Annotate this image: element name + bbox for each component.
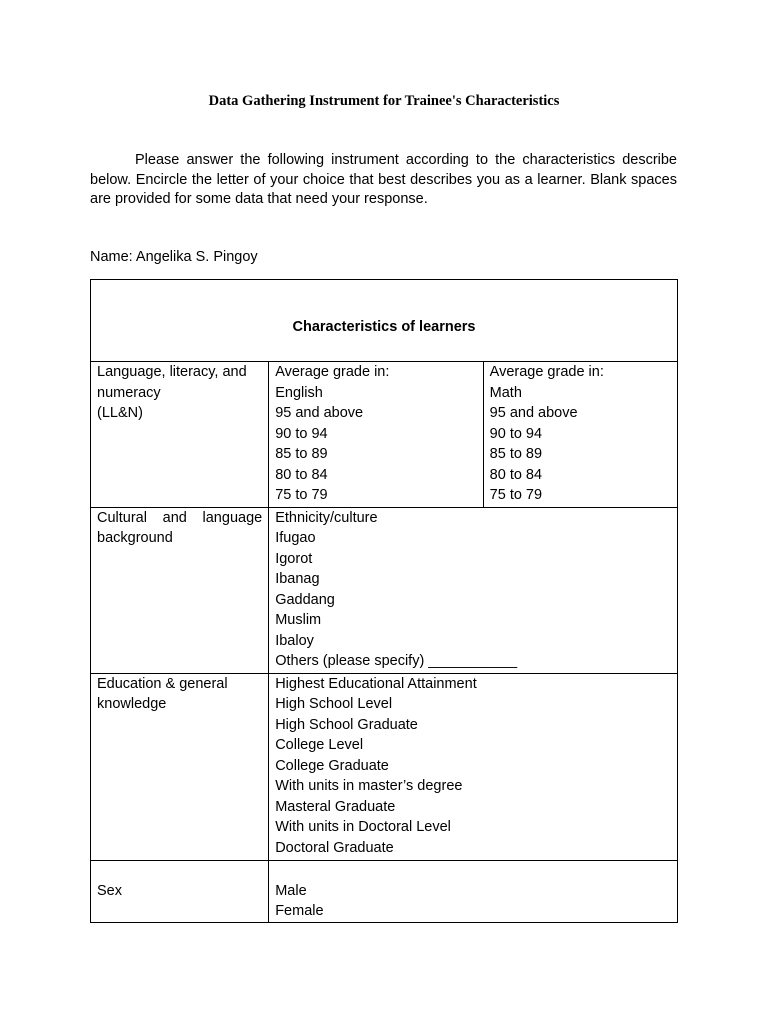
math-option[interactable]: 95 and above xyxy=(489,405,578,421)
document-title: Data Gathering Instrument for Trainee's Characteristics xyxy=(208,93,560,109)
math-option[interactable]: 90 to 94 xyxy=(489,425,543,442)
education-option[interactable]: College Level xyxy=(275,737,364,754)
english-grade-options xyxy=(269,362,483,508)
english-option[interactable]: 75 to 79 xyxy=(275,487,328,503)
english-option[interactable]: 90 to 94 xyxy=(275,425,328,442)
education-label-line: knowledge xyxy=(97,696,167,713)
math-option[interactable]: 85 to 89 xyxy=(489,446,543,462)
english-subject: English xyxy=(275,384,323,401)
education-option[interactable]: High School Graduate xyxy=(275,716,418,733)
math-grade-options xyxy=(483,362,677,508)
sex-options xyxy=(269,860,678,922)
instructions-paragraph: Please answer the following instrument according to the characteristics describe below. Encircle the letter of your choice that best describes you as a learner. Blank spaces are provided for some data that need your response. xyxy=(90,152,677,207)
culture-option-others[interactable]: Others (please specify) ___________ xyxy=(275,653,518,670)
culture-option[interactable]: Ibaloy xyxy=(275,632,314,649)
math-heading: Average grade in: xyxy=(489,364,604,380)
math-subject: Math xyxy=(489,384,522,401)
table-row-llp xyxy=(91,362,678,508)
llp-label-line: numeracy xyxy=(97,384,161,401)
education-label-line: Education & general xyxy=(97,675,228,692)
table-header: Characteristics of learners xyxy=(91,280,678,362)
education-option[interactable]: Masteral Graduate xyxy=(275,798,396,815)
education-option[interactable]: Doctoral Graduate xyxy=(275,839,394,856)
table-row-sex xyxy=(91,860,678,922)
math-option[interactable]: 75 to 79 xyxy=(489,487,543,503)
education-options xyxy=(269,673,678,860)
respondent-name: Name: Angelika S. Pingoy xyxy=(90,249,258,265)
education-label xyxy=(91,673,269,860)
culture-option[interactable]: Igorot xyxy=(275,550,313,567)
sex-option[interactable]: Female xyxy=(275,903,324,920)
education-heading: Highest Educational Attainment xyxy=(275,675,477,692)
llp-label-line: Language, literacy, and xyxy=(97,364,247,380)
culture-option[interactable]: Gaddang xyxy=(275,591,335,608)
math-option[interactable]: 80 to 84 xyxy=(489,466,543,483)
education-option[interactable]: High School Level xyxy=(275,696,393,713)
education-option[interactable]: With units in master’s degree xyxy=(275,778,463,795)
culture-heading: Ethnicity/culture xyxy=(275,509,378,526)
culture-options xyxy=(269,507,678,673)
culture-option[interactable]: Muslim xyxy=(275,612,322,629)
english-heading: Average grade in: xyxy=(275,364,390,380)
education-option[interactable]: College Graduate xyxy=(275,757,389,774)
llp-label-line: (LL&N) xyxy=(97,405,143,421)
english-option[interactable]: 80 to 84 xyxy=(275,466,328,483)
table-header-row xyxy=(91,280,678,362)
sex-option[interactable]: Male xyxy=(275,882,307,899)
education-option[interactable]: With units in Doctoral Level xyxy=(275,819,451,836)
culture-option[interactable]: Ifugao xyxy=(275,530,316,547)
table-row-culture xyxy=(91,507,678,673)
sex-label: Sex xyxy=(91,860,269,922)
culture-option[interactable]: Ibanag xyxy=(275,571,320,588)
culture-label: Cultural and language background xyxy=(91,507,269,673)
english-option[interactable]: 95 and above xyxy=(275,405,364,421)
characteristics-table xyxy=(90,279,678,923)
english-option[interactable]: 85 to 89 xyxy=(275,446,328,462)
llp-label xyxy=(91,362,269,508)
table-row-education xyxy=(91,673,678,860)
